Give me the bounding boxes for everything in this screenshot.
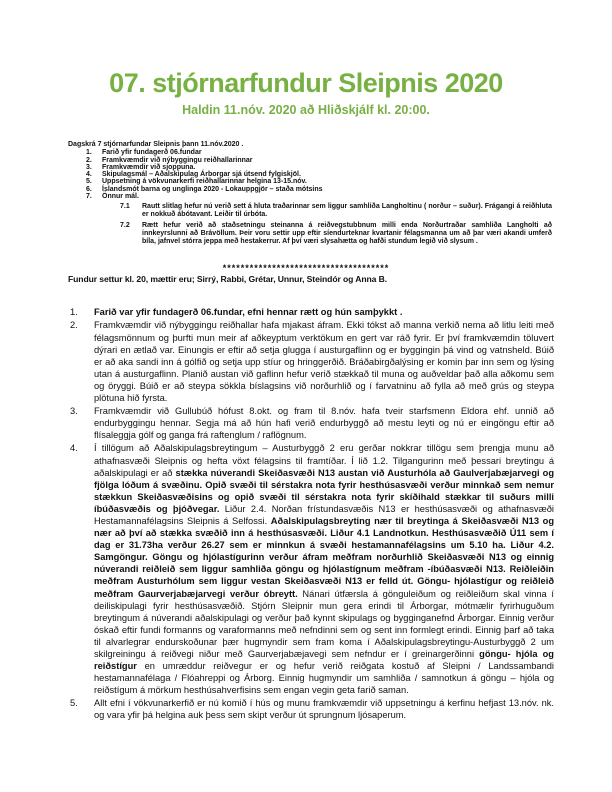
text-segment: Framkvæmdir við nýbyggingu reiðhallar hafa mjakast áfram. Ekki tókst að manna verkið nema að litlu leiti með félagsmönnum og þurfti mun meir af aðkeyptum verktökum en gert var ráð fyrir. Er því framkvæmdin töluvert dýrari en ætlað var. Einungis er eftir að setja glugga í austurgaflinn og er byggingin þá vind og vatnsheld. Búið er að aka sandi inn á gólfið og setja upp stíur og hringgerðið. Bráðabirgðalýsing er komin þar inn sem og lýsing utan á austurgaflinn. Planið austan við gaflinn hefur verið stækkað til muna og auðveldar það alla aðkomu sem og öryggi. Búið er að steypa sökkla bíslagsins við norðurhlið og í farvatninu að fylla að með grús og steypa plötuna hið fyrsta. [94,320,554,404]
text-segment: Í tillögum að Aðalskipulagsbreytingum – Austurbyggð 2 eru gerðar nokkrar tillögu sem þrengja munu að athafnasvæði Sleipnis og hefta vöxt félagsins til framtíðar. Í lið 1.2. Tilgangurinn með þessari breytingu á aðalskipulagi er að [94,443,554,478]
agenda-item-text: Íslandsmót barna og unglinga 2020 - Lokauppgjör – staða mótsins [102,185,323,193]
agenda-item-text: Framkvæmdir við sjoppuna. [102,163,196,171]
minutes-item [70,306,554,318]
agenda-section [68,141,552,246]
agenda-item [68,178,552,185]
agenda-item-number: 4. [86,171,92,179]
text-segment: Nánari útfærsla á gönguleiðum og reiðleiðum skal vinna í deiliskipulagi fyrir hesthúsasvæðið. Stjórn Sleipnir mun gera erindi til Árborgar, mótmælir fyrirhuguðum breytingum á núverandi aðalskipulagi og verður það kynnt skipulags og bygginganefnd Árborgar. Einnig verður óskað eftir fundi formanns og varaformanns með nefndinni sem og sent inn formlegt erindi. Einnig þarf að taka til alvarlegrar endurskoðunar þær hugmyndir sem fram koma í Aðalskipulagsbreytingu-Austurbyggð 2 um skilgreiningu á reiðvegi niður með Gaurverjabæjavegi sem nefndur er í greinargerðinni [94,588,554,659]
agenda-item-text: Farið yfir fundagerð 06.fundar [102,149,202,157]
agenda-item [68,157,552,164]
text-segment: Farið var yfir fundagerð 06.fundar, efni hennar rætt og hún samþykkt . [94,307,403,318]
minutes-item [70,697,554,721]
text-segment: göngu- hjóla og reiðstígur [94,649,554,672]
agenda-subitem-number: 7.2 [120,222,130,230]
minutes-item-text [94,319,554,404]
agenda-item-text: Uppsetning á vökvunarkerfi reiðhallarinnar helgina 13-15.nóv. [102,178,307,186]
agenda-item [68,149,552,156]
agenda-subitem-number: 7.1 [120,203,130,211]
page-subtitle: Haldin 11.nóv. 2020 að Hliðskjálf kl. 20:00. [182,103,430,117]
minutes-item-number: 1. [70,307,78,318]
agenda-item-number: 7. [86,193,92,201]
separator-stars: ************************************* [222,263,390,274]
minutes-section [70,306,554,721]
minutes-item-number: 3. [70,406,78,417]
agenda-sublist [68,203,552,246]
minutes-item-text [94,405,554,441]
agenda-item-text: Önnur mál. [102,193,139,201]
agenda-item-number: 5. [86,178,92,186]
minutes-item [70,319,554,404]
agenda-item-number: 1. [86,149,92,157]
minutes-item [70,442,554,696]
minutes-item-text [94,697,554,721]
agenda-item [68,186,552,193]
minutes-item-number: 2. [70,320,78,331]
text-segment: Liður 2.4. Norðan frístundasvæðis N13 er hesthúsasvæði og athafnasvæði Hestamannafélagsins Sleipnis á Selfossi. [94,503,554,526]
agenda-subitem-text: Rætt hefur verið að staðsetningu steinanna á reiðvegstubbnum milli enda Norðurtraðar samhliða Langholti að innkeyrslunni að Brávöllum. Þeir voru settir upp eftir síendurteknar kvartanir félagsmanna um að þar væri akandi umferð bíla, jafnvel stórra jeppa með hestakerrur. Af því væri slysahætta og hafði stundum legið við slysum . [142,222,552,246]
minutes-item-number: 4. [70,443,78,454]
page-title: 07. stjórnarfundur Sleipnis 2020 [109,68,503,98]
minutes-item-text [94,306,554,318]
agenda-item [68,193,552,200]
text-segment: Framkvæmdir við Gullubúð hófust 8.okt. og fram til 8.nóv. hafa tveir starfsmenn Eldora ehf. unnið að endurbyggingu hennar. Segja má að hún hafi verið endurbyggð að mestu leyti og nú er eingöngu eftir að flísaleggja gólf og ganga frá raftenglum / raflögnum. [94,406,554,441]
text-segment: en umræddur reiðvegur er og hefur verið reiðgata kostuð af Sleipni / Landssambandi hestamannafélaga / Flóahreppi og Árborg. Einnig hugmyndir um samhliða / samnotkun á göngu – hjóla og reiðstígum á mörkum hesthúsahverfisins sem engan vegin geta farið saman. [94,661,554,696]
agenda-item-number: 2. [86,156,92,164]
agenda-item-number: 6. [86,185,92,193]
text-segment: stækka núverandi Skeiðasvæði N13 austan við Austurhóla að Gaulverjabæjarvegi og fjölga lóðum á svæðinu. Opið svæði til sérstakra nota fyrir hesthúsasvæði verður minnkað sem nemur stækkun Skeiðasvæðisins og opið svæði til sérstakra nota fyrir skíðihald stækkar til suðurs milli íbúðasvæðis og þjóðvegar. [94,467,555,514]
attendance-line: Fundur settur kl. 20, mættir eru; Sirrý, Rabbi, Grétar, Unnur, Steindór og Anna B. [68,274,388,285]
agenda-subitem [68,222,552,246]
agenda-subitem-text: Rautt slitlag hefur nú verið sett á hluta traðarinnar sem liggur samhliða Langholtinu ( norður – suður). Frágangi á reiðhluta er nokkuð ábótavant. Leiðir til úrbóta. [142,203,552,219]
minutes-item [70,405,554,441]
agenda-heading: Dagskrá 7 stjórnarfundar Sleipnis þann 11.nóv.2020 . [68,141,244,148]
text-segment: Aðalskipulagsbreyting nær til breytinga á Skeiðasvæði N13 og nær að því að stækka svæðið inn á hesthúsasvæði. Liður 4.1 Landnotkun. Hesthúsasvæðið Ú11 sem í dag er 31.73ha verður 26.27 sem er minnkun á svæði hestamannafélagsins um 5.10 ha. Liður 4.2. Samgöngur. Göngu og hjólastígurinn verður áfram meðfram norðurhlið Skeiðasvæði N13 og einnig núverandi reiðleið sem liggur samhliða göngu og hjólastígnum meðfram -íbúðasvæði N13. Reiðleiðin meðfram Austurhólum sem liggur vestan Skeiðasvæði N13 er felld út. Göngu- hjólastígur og reiðleið meðfram Gaurverjabæjarvegi verður óbreytt. [94,515,554,599]
agenda-list [68,149,552,200]
minutes-item-text [94,442,554,696]
agenda-item-number: 3. [86,163,92,171]
text-segment: Allt efni í vökvunarkerfið er nú komið í hús og munu framkvæmdir við uppsetningu á kerfinu hefjast 13.nóv. nk. og vara yfir þá helgina auk þess sem skipt verður út sprungnum ljósaperum. [94,698,554,721]
minutes-item-number: 5. [70,698,78,709]
agenda-subitem [68,203,552,219]
agenda-item-text: Framkvæmdir við nýbyggingu reiðhallarinnar [102,156,253,164]
agenda-item-text: Skipulagsmál – Aðalskipulag Árborgar sjá útsend fylgiskjöl. [102,171,301,179]
